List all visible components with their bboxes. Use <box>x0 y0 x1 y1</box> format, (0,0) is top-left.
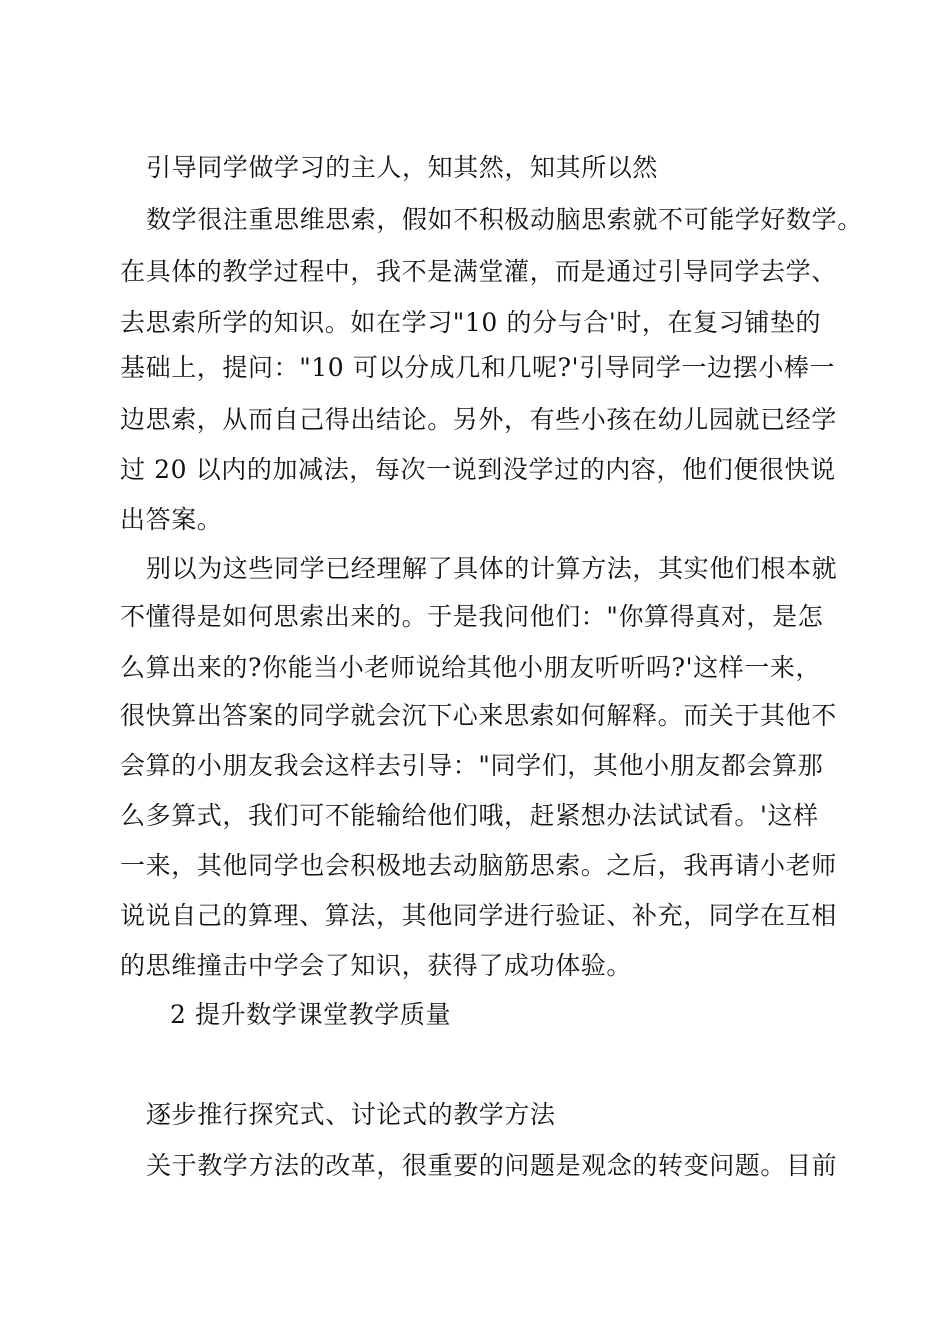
paragraph-line: 在具体的教学过程中，我不是满堂灌，而是通过引导同学去学、 <box>120 257 837 286</box>
section-heading-2: 2 提升数学课堂教学质量 <box>170 1000 452 1029</box>
paragraph-line: 数学很注重思维思索，假如不积极动脑思索就不可能学好数学。 <box>146 205 863 234</box>
paragraph-line: 关于教学方法的改革，很重要的问题是观念的转变问题。目前 <box>146 1151 838 1180</box>
paragraph-line: 一来，其他同学也会积极地去动脑筋思索。之后，我再请小老师 <box>120 851 837 880</box>
paragraph-line: 么多算式，我们可不能输给他们哦，赶紧想办法试试看。'这样 <box>120 801 819 830</box>
paragraph-line: 会算的小朋友我会这样去引导："同学们，其他小朋友都会算那 <box>120 751 824 780</box>
paragraph-line: 过 20 以内的加减法，每次一说到没学过的内容，他们便很快说 <box>120 455 836 484</box>
subheading-inquiry-method: 逐步推行探究式、讨论式的教学方法 <box>146 1100 556 1129</box>
paragraph-line: 不懂得是如何思索出来的。于是我问他们："你算得真对，是怎 <box>120 602 824 631</box>
paragraph-line: 很快算出答案的同学就会沉下心来思索如何解释。而关于其他不 <box>120 701 837 730</box>
paragraph-line: 去思索所学的知识。如在学习"10 的分与合'时，在复习铺垫的 <box>120 308 822 337</box>
paragraph-line: 的思维撞击中学会了知识，获得了成功体验。 <box>120 951 633 980</box>
paragraph-line: 么算出来的?你能当小老师说给其他小朋友听听吗?'这样一来， <box>120 653 822 682</box>
heading-guide-students: 引导同学做学习的主人，知其然，知其所以然 <box>146 153 659 182</box>
paragraph-line: 别以为这些同学已经理解了具体的计算方法，其实他们根本就 <box>146 554 838 583</box>
paragraph-line: 说说自己的算理、算法，其他同学进行验证、补充，同学在互相 <box>120 901 837 930</box>
paragraph-line: 边思索，从而自己得出结论。另外，有些小孩在幼儿园就已经学 <box>120 405 837 434</box>
paragraph-line: 基础上，提问："10 可以分成几和几呢?'引导同学一边摆小棒一 <box>120 353 836 382</box>
paragraph-line: 出答案。 <box>120 505 223 534</box>
